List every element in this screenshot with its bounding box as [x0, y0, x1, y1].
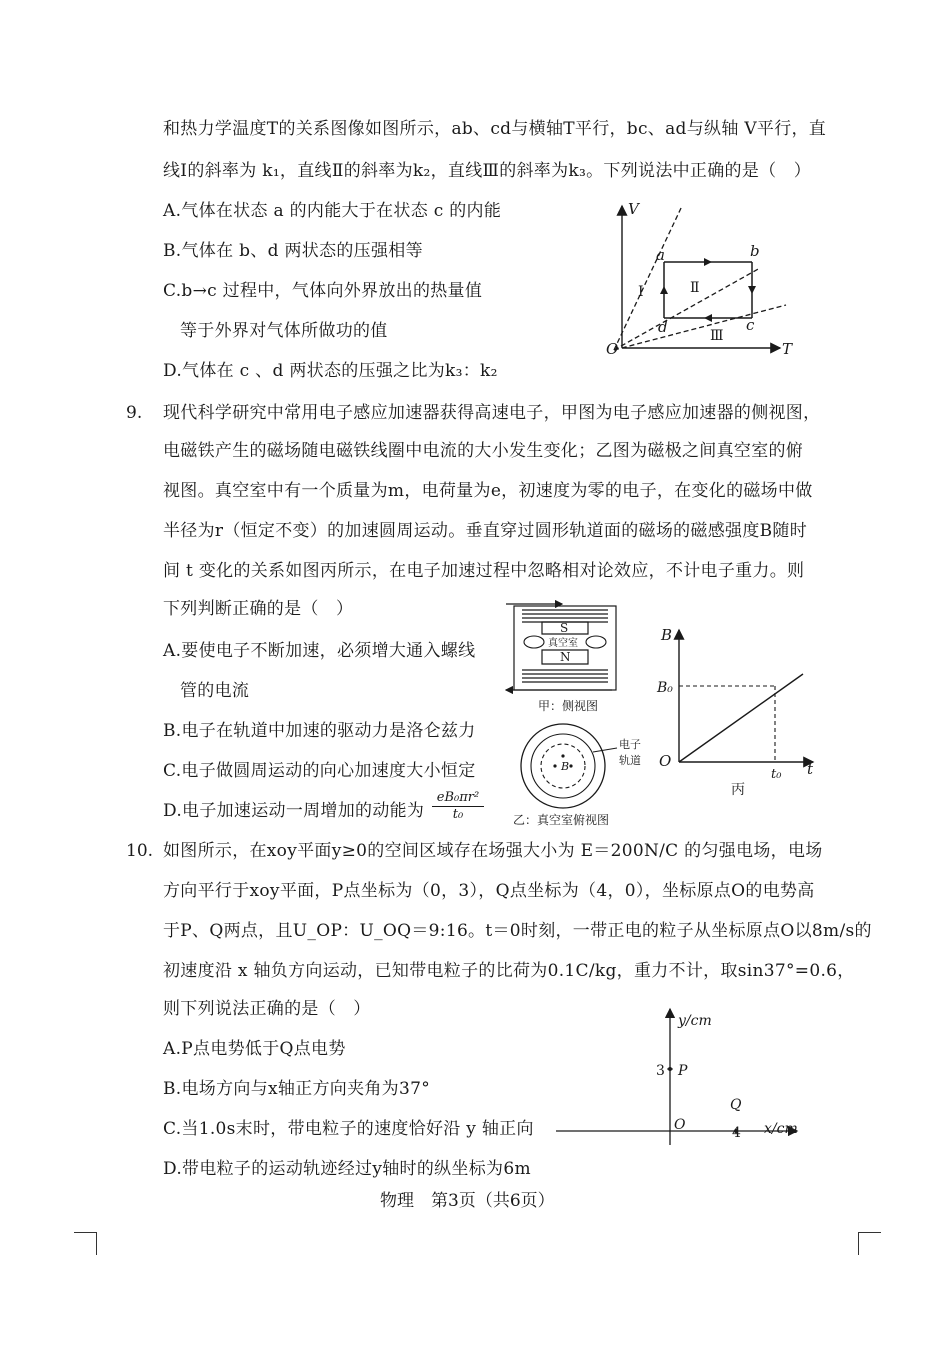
b-axis-label: B: [661, 626, 673, 644]
q9-fig-bt-graph: [655, 622, 825, 802]
tick-4-label: 4: [732, 1125, 741, 1141]
page-footer: 物理 第3页（共6页）: [380, 1191, 555, 1211]
q9-option-d-fraction: [432, 790, 484, 823]
point-c-label: c: [746, 316, 755, 334]
line-2-label: Ⅱ: [690, 280, 700, 296]
q9-stem-line-1: 现代科学研究中常用电子感应加速器获得高速电子，甲图为电子感应加速器的侧视图，: [163, 403, 821, 423]
fig-bing-caption: 丙: [731, 782, 745, 798]
b0-label: B₀: [657, 680, 673, 696]
q9-number: 9.: [126, 403, 143, 423]
line-3: [614, 305, 786, 350]
q10-stem-line-5: 则下列说法正确的是（ ）: [163, 999, 371, 1019]
point-b-label: b: [750, 242, 760, 260]
t-axis-label: T: [782, 340, 793, 358]
arrow-ab-icon: [704, 258, 712, 266]
q10-xy-graph: [552, 1005, 812, 1150]
fraction-numerator: eB₀πr²: [432, 790, 484, 807]
q9-stem-line-3: 视图。真空室中有一个质量为m，电荷量为e，初速度为零的电子，在变化的磁场中做: [163, 481, 813, 501]
arrow-da-icon: [660, 286, 668, 294]
tick-3-label: 3: [656, 1063, 665, 1079]
q9-option-a-line-1: A.要使电子不断加速，必须增大通入螺线: [163, 641, 476, 661]
q9-stem-line-6: 下列判断正确的是（ ）: [163, 599, 354, 619]
q9-stem-line-2: 电磁铁产生的磁场随电磁铁线圈中电流的大小发生变化；乙图为磁极之间真空室的俯: [163, 441, 804, 461]
q8-option-c-line-2: 等于外界对气体所做功的值: [180, 321, 388, 341]
y-axis-label: y/cm: [678, 1013, 712, 1029]
crop-mark-left: [74, 1232, 97, 1255]
origin-label: O: [674, 1117, 686, 1133]
q9-fig-top-view: [505, 722, 655, 832]
origin-label: O: [606, 340, 619, 358]
q9-stem-line-4: 半径为r（恒定不变）的加速圆周运动。垂直穿过圆形轨道面的磁场的磁感强度B随时: [163, 521, 808, 541]
q10-option-b: B.电场方向与x轴正方向夹角为37°: [163, 1079, 431, 1099]
fig-yi-caption: 乙：真空室俯视图: [513, 813, 610, 827]
orbit-label-2: 轨道: [619, 754, 641, 767]
q10-stem-line-3: 于P、Q两点，且U_OP：U_OQ＝9:16。t＝0时刻，一带正电的粒子从坐标原点O以8m/s的: [163, 921, 872, 941]
field-label: B: [561, 760, 570, 773]
line-1-label: Ⅰ: [638, 284, 644, 300]
q8-option-d: D.气体在 c 、d 两状态的压强之比为k₃：k₂: [163, 361, 498, 381]
q8-vt-graph: [600, 200, 800, 370]
fig-jia-caption: 甲：侧视图: [538, 699, 599, 713]
point-d-label: d: [658, 318, 668, 336]
q8-stem-line-2: 线Ⅰ的斜率为 k₁，直线Ⅱ的斜率为k₂，直线Ⅲ的斜率为k₃。下列说法中正确的是（ ）: [163, 161, 812, 181]
q10-stem-line-2: 方向平行于xoy平面，P点坐标为（0，3），Q点坐标为（4，0），坐标原点O的电势高: [163, 881, 815, 901]
q10-option-a: A.P点电势低于Q点电势: [163, 1039, 346, 1059]
q8-option-b: B.气体在 b、d 两状态的压强相等: [163, 241, 423, 261]
q9-stem-line-5: 间 t 变化的关系如图丙所示，在电子加速过程中忽略相对论效应，不计电子重力。则: [163, 561, 805, 581]
q9-option-b: B.电子在轨道中加速的驱动力是洛仑兹力: [163, 721, 476, 741]
q9-fig-side-view: [500, 598, 635, 716]
origin-label: O: [659, 752, 672, 770]
crop-mark-right: [858, 1232, 881, 1255]
s-pole-label: S: [560, 621, 569, 635]
n-pole-label: N: [560, 650, 571, 664]
point-a-label: a: [656, 246, 665, 264]
q9-option-a-line-2: 管的电流: [180, 681, 250, 701]
t-axis-label: t: [807, 760, 814, 778]
arrow-cd-icon: [704, 314, 712, 322]
q10-option-d: D.带电粒子的运动轨迹经过y轴时的纵坐标为6m: [163, 1159, 531, 1179]
orbit-label-1: 电子: [619, 738, 641, 751]
fraction-denominator: t₀: [452, 807, 464, 822]
arrow-bc-icon: [748, 286, 756, 294]
v-axis-label: V: [628, 200, 639, 218]
q10-stem-line-1: 如图所示，在xoy平面y≥0的空间区域存在场强大小为 E＝200N/C 的匀强电场，电场: [163, 841, 823, 861]
q10-number: 10.: [126, 841, 154, 861]
q10-stem-line-4: 初速度沿 x 轴负方向运动，已知带电粒子的比荷为0.1C/kg，重力不计，取sin37°=0.6，: [163, 961, 855, 981]
line-2: [614, 268, 760, 350]
x-axis-label: x/cm: [764, 1121, 798, 1137]
line-3-label: Ⅲ: [710, 328, 724, 344]
chamber-label: 真空室: [548, 638, 578, 649]
q8-option-a: A.气体在状态 a 的内能大于在状态 c 的内能: [163, 201, 502, 221]
q9-option-c: C.电子做圆周运动的向心加速度大小恒定: [163, 761, 476, 781]
q9-option-d: D.电子加速运动一周增加的动能为: [163, 801, 425, 821]
q-label: Q: [730, 1097, 742, 1113]
q8-stem-line-1: 和热力学温度T的关系图像如图所示，ab、cd与横轴T平行，bc、ad与纵轴 V平行，直: [163, 119, 827, 139]
p-label: P: [678, 1063, 688, 1079]
q10-option-c: C.当1.0s末时，带电粒子的速度恰好沿 y 轴正向: [163, 1119, 534, 1139]
q8-option-c-line-1: C.b→c 过程中，气体向外界放出的热量值: [163, 281, 483, 301]
line-1: [614, 206, 682, 350]
b-line: [679, 674, 803, 762]
t0-label: t₀: [771, 767, 782, 782]
